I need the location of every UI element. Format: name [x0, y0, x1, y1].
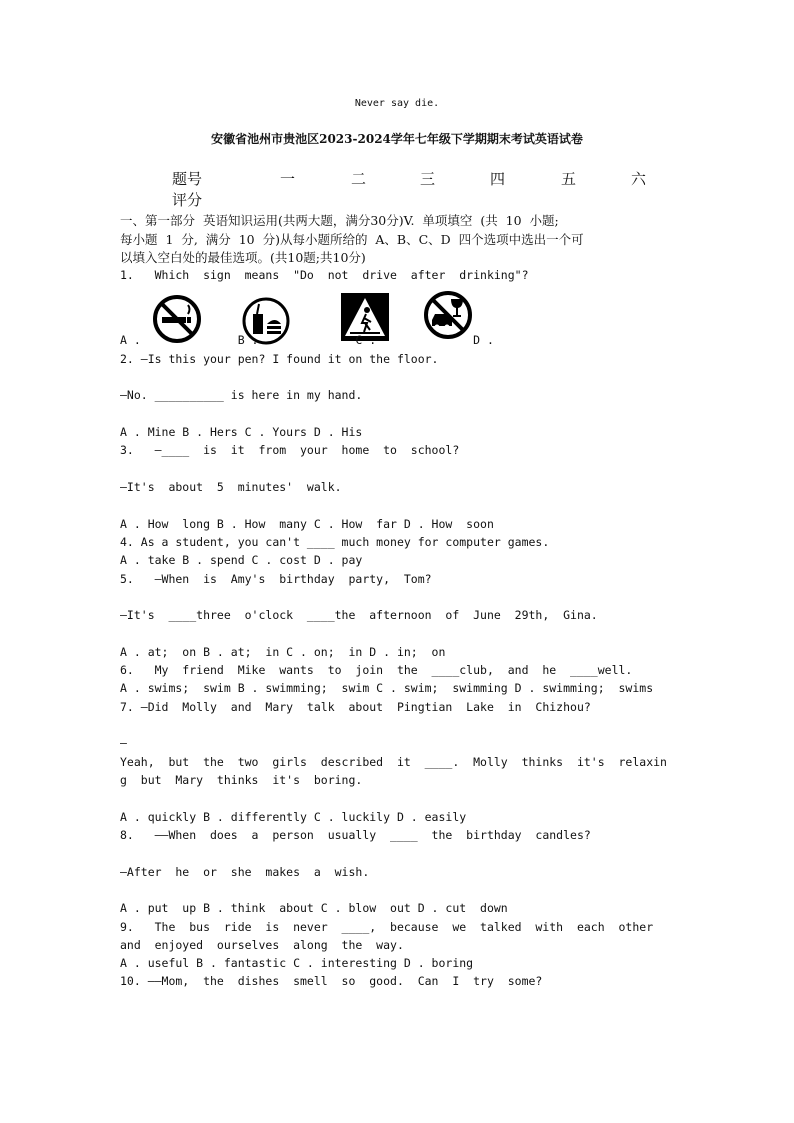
options-line: A . How long B . How many C . How far D . How soon: [120, 517, 494, 531]
options-line: A . take B . spend C . cost D . pay: [120, 553, 363, 567]
question-line: 9. The bus ride is never ____, because we talked with each other: [120, 920, 654, 934]
section-instruction-line-2: 每小题 1 分, 满分 10 分)从每小题所给的 A、B、C、D 四个选项中选出一个可: [120, 232, 584, 247]
options-line: A . swims; swim B . swimming; swim C . swim; swimming D . swimming; swims: [120, 681, 654, 695]
score-col-3: 三: [420, 170, 436, 188]
options-line: A . at; on B . at; in C . on; in D . in; on: [120, 645, 446, 659]
score-col-4: 四: [490, 170, 506, 188]
answer-line: g but Mary thinks it's boring.: [120, 773, 363, 787]
answer-line: —After he or she makes a wish.: [120, 865, 370, 879]
question-line: 6. My friend Mike wants to join the ____club, and he ____well.: [120, 663, 633, 677]
question-line: 3. —____ is it from your home to school?: [120, 443, 460, 457]
page-title: 安徽省池州市贵池区2023-2024学年七年级下学期期末考试英语试卷: [211, 132, 583, 146]
options-line: A . useful B . fantastic C . interesting D . boring: [120, 956, 474, 970]
answer-line: Yeah, but the two girls described it ____. Molly thinks it's relaxin: [120, 755, 667, 769]
question-line: 5. —When is Amy's birthday party, Tom?: [120, 572, 432, 586]
section-instruction-line-1: 一、第一部分 英语知识运用(共两大题，满分30分)V. 单项填空 (共 10 小题;: [120, 213, 559, 228]
question-line: 2. —Is this your pen? I found it on the floor.: [120, 352, 439, 366]
answer-line: —No. __________ is here in my hand.: [120, 388, 363, 402]
question-line: 8. ——When does a person usually ____ the birthday candles?: [120, 828, 591, 842]
question-line: 10. ——Mom, the dishes smell so good. Can I try some?: [120, 974, 543, 988]
question-line: and enjoyed ourselves along the way.: [120, 938, 404, 952]
answer-line: —It's ____three o'clock ____the afternoon of June 29th, Gina.: [120, 608, 598, 622]
question-line: 7. —Did Molly and Mary talk about Pingtian Lake in Chizhou?: [120, 700, 591, 714]
score-row-label-2: 评分: [172, 191, 203, 209]
score-col-6: 六: [631, 170, 647, 188]
options-line: A . B . C . D .: [120, 333, 494, 347]
question-line: 4. As a student, you can't ____ much money for computer games.: [120, 535, 550, 549]
question-line: 1. Which sign means "Do not drive after drinking"?: [120, 268, 529, 282]
score-row-label: 题号: [172, 170, 203, 188]
answer-line: —It's about 5 minutes' walk.: [120, 480, 342, 494]
options-line: A . put up B . think about C . blow out D . cut down: [120, 901, 508, 915]
score-col-5: 五: [561, 170, 577, 188]
header-motto: Never say die.: [354, 98, 440, 109]
score-col-1: 一: [280, 170, 296, 188]
options-line: A . Mine B . Hers C . Yours D . His: [120, 425, 363, 439]
options-line: A . quickly B . differently C . luckily D . easily: [120, 810, 467, 824]
section-instruction-line-3: 以填入空白处的最佳选项。(共10题;共10分): [120, 250, 366, 265]
score-col-2: 二: [351, 170, 367, 188]
answer-line: —: [120, 736, 127, 750]
